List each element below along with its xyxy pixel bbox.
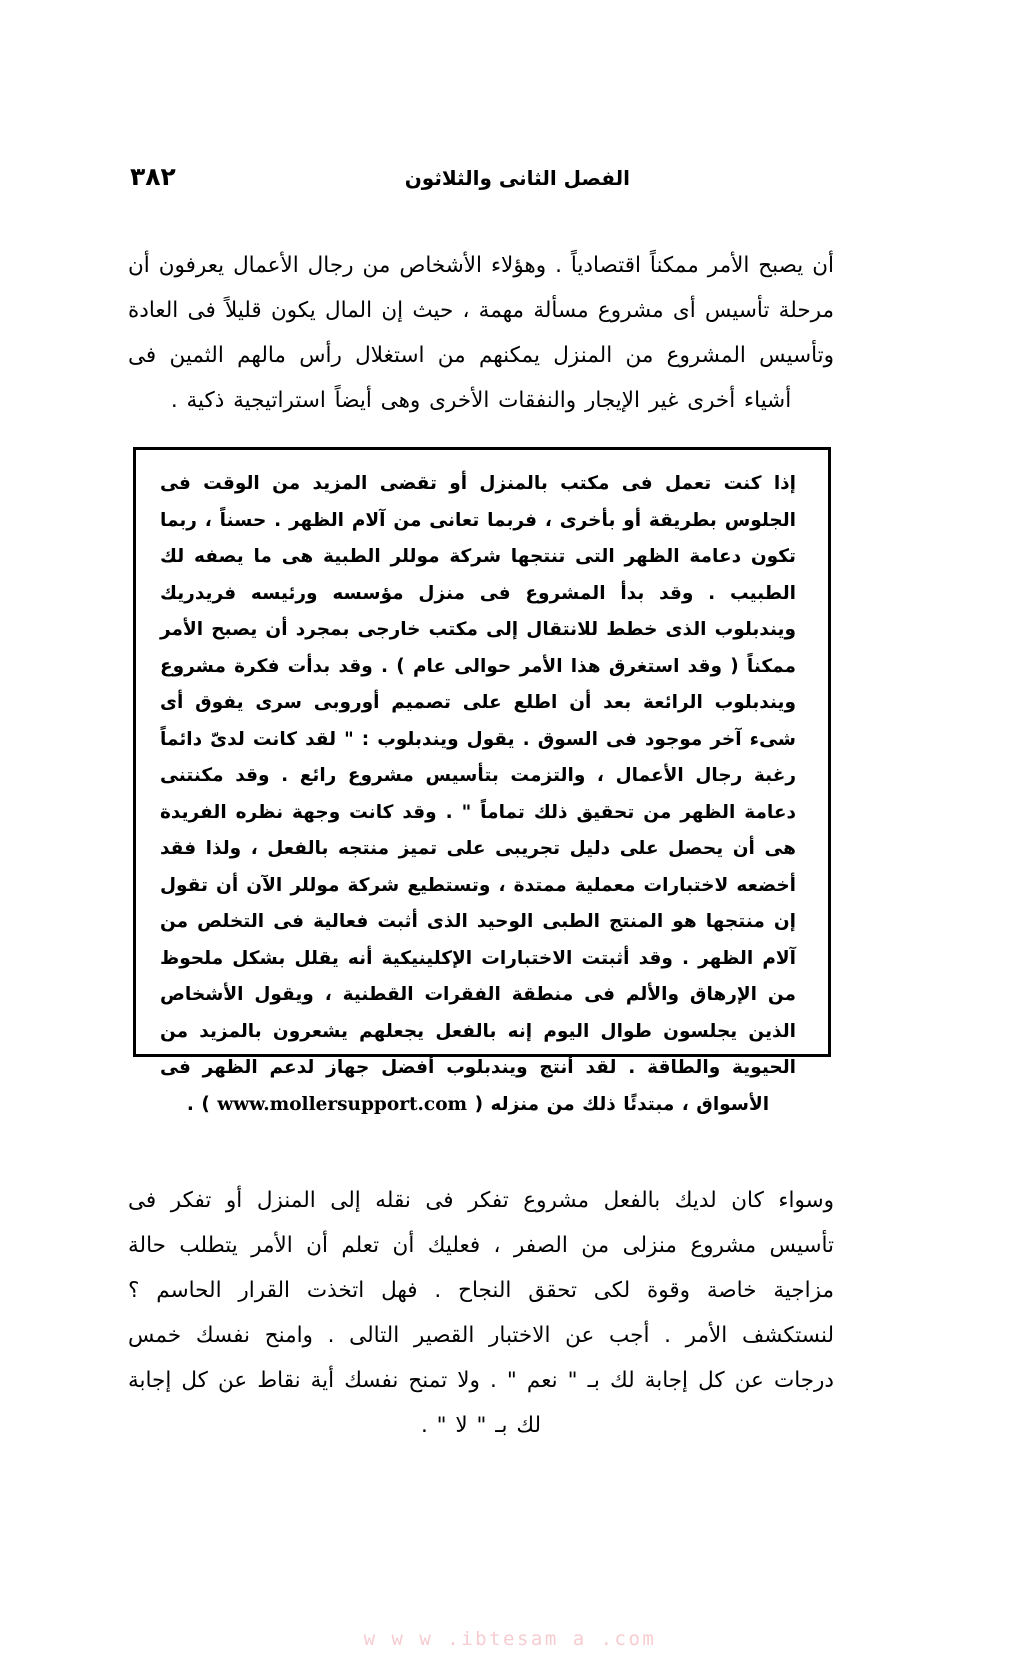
- callout-box: [133, 447, 831, 1115]
- intro-paragraph-text: أن يصبح الأمر ممكناً اقتصادياً . وهؤلاء الأشخاص من رجال الأعمال يعرفون أن مرحلة تأسيس أى مشروع مسألة مهمة ، حيث إن المال يكون قليلاً فى العادة وتأسيس المشروع من المنزل يمكنهم من استغلال رأس مالهم الثمين فى أشياء أخرى غير الإيجار والنفقات الأخرى وهى أيضاً استراتيجية ذكية .: [128, 253, 834, 413]
- running-head: [130, 162, 890, 202]
- closing-paragraph-text: وسواء كان لديك بالفعل مشروع تفكر فى نقله إلى المنزل أو تفكر فى تأسيس مشروع منزلى من الصفر ، فعليك أن تعلم أن الأمر يتطلب حالة مزاجية خاصة وقوة لكى تحقق النجاح . فهل اتخذت القرار الحاسم ؟ لنستكشف الأمر . أجب عن الاختبار القصير التالى . وامنح نفسك خمس درجات عن كل إجابة لك بـ " نعم " . ولا تمنح نفسك أية نقاط عن كل إجابة لك بـ " لا " .: [128, 1188, 834, 1438]
- callout-paragraph: [160, 466, 796, 1123]
- callout-text-before-url: إذا كنت تعمل فى مكتب بالمنزل أو تقضى المزيد من الوقت فى الجلوس بطريقة أو بأخرى ، فربما تعانى من آلام الظهر . حسناً ، ربما تكون دعامة الظهر التى تنتجها شركة موللر الطبية هى ما يصفه لك الطبيب . وقد بدأ المشروع فى منزل مؤسسه ورئيسه فريدريك ويندبلوب الذى خطط للانتقال إلى مكتب خارجى بمجرد أن يصبح الأمر ممكناً ( وقد استغرق هذا الأمر حوالى عام ) . وقد بدأت فكرة مشروع ويندبلوب الرائعة بعد أن اطلع على تصميم أوروبى سرى يفوق أى شىء آخر موجود فى السوق . يقول ويندبلوب : " لقد كانت لدىّ دائماً رغبة رجال الأعمال ، والتزمت بتأسيس مشروع رائع . وقد مكنتنى دعامة الظهر من تحقيق ذلك تماماً " . وقد كانت وجهة نظره الفريدة هى أن يحصل على دليل تجريبى على تميز منتجه بالفعل ، ولذا فقد أخضعه لاختبارات معملية ممتدة ، وتستطيع شركة موللر الآن أن تقول إن منتجها هو المنتج الطبى الوحيد الذى أثبت فعالية فى التخلص من آلام الظهر . وقد أثبتت الاختبارات الإكلينيكية أنه يقلل بشكل ملحوظ من الإرهاق والألم فى منطقة الفقرات القطنية ، ويقول الأشخاص الذين يجلسون طوال اليوم إنه بالفعل يجعلهم يشعرون بالمزيد من الحيوية والطاقة . لقد أنتج ويندبلوب أفضل جهاز لدعم الظهر فى الأسواق ، مبتدئًا ذلك من منزله (: [160, 473, 796, 1115]
- intro-paragraph: [128, 243, 834, 423]
- website-url[interactable]: www.mollersupport.com: [217, 1093, 468, 1115]
- chapter-title: الفصل الثانى والثلاثون: [404, 166, 630, 190]
- page-number: ٣٨٢: [130, 162, 176, 191]
- closing-paragraph: [128, 1178, 834, 1448]
- callout-text-after-url: ) .: [186, 1093, 218, 1115]
- callout-box-content: [160, 466, 796, 1123]
- watermark: w w w .ibtesam a .com: [363, 1628, 657, 1650]
